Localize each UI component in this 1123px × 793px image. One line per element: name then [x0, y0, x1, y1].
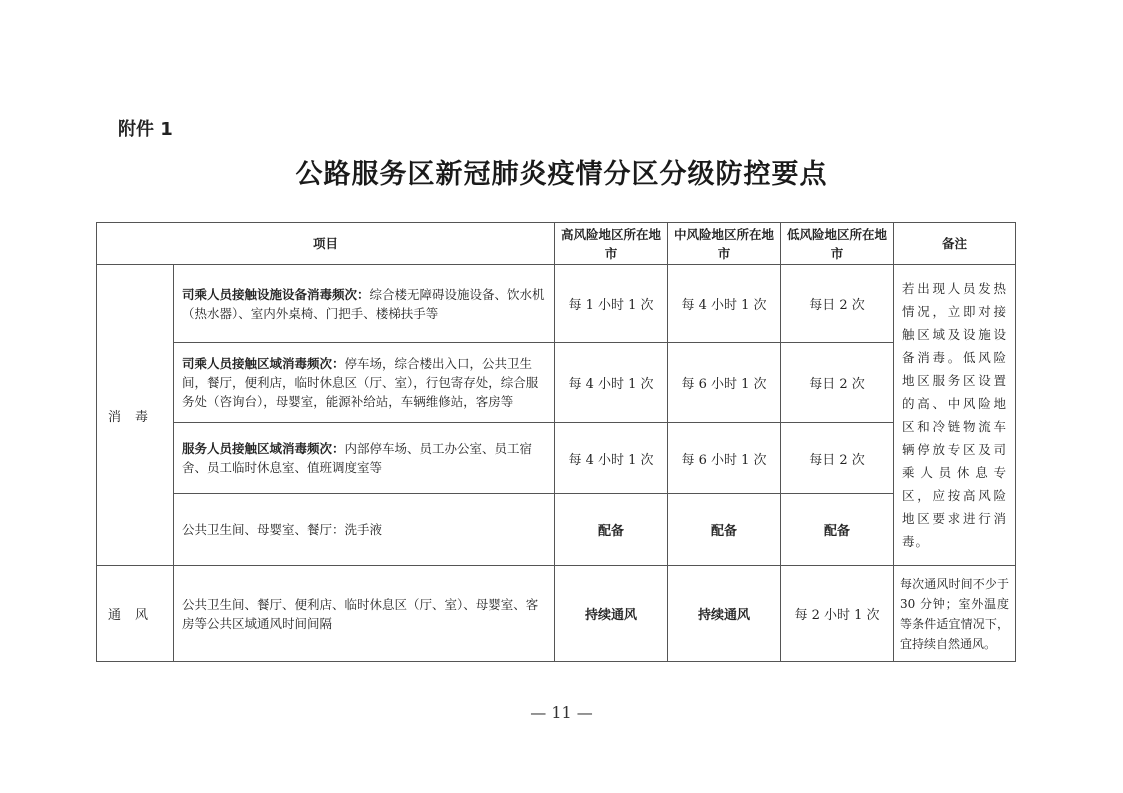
freq-mid: 每 6 小时 1 次	[668, 343, 781, 423]
freq-low: 每日 2 次	[781, 265, 894, 343]
item-lead: 司乘人员接触区域消毒频次：	[182, 356, 345, 371]
table-row	[97, 343, 1016, 423]
freq-low: 每 2 小时 1 次	[781, 566, 894, 662]
category-ventilation: 通风	[97, 566, 174, 662]
prevention-table	[96, 222, 1016, 662]
freq-high: 每 4 小时 1 次	[555, 423, 668, 494]
page-number: — 11 —	[530, 703, 593, 722]
header-item: 项目	[97, 223, 555, 265]
freq-mid: 每 6 小时 1 次	[668, 423, 781, 494]
item-text: 综合楼无障碍设施设备、饮水机（热水器）、室内外桌椅、门把手、楼梯扶手等	[182, 286, 545, 321]
freq-mid: 持续通风	[668, 566, 781, 662]
freq-low: 每日 2 次	[781, 343, 894, 423]
item-cell	[174, 343, 555, 423]
freq-high: 配备	[555, 494, 668, 566]
table-row	[97, 423, 1016, 494]
item-cell	[174, 566, 555, 662]
annex-label: 附件 1	[118, 119, 173, 140]
item-text: 公共卫生间、餐厅、便利店、临时休息区（厅、室）、母婴室、客房等公共区域通风时间间隔	[182, 596, 539, 631]
item-text: 停车场，综合楼出入口，公共卫生间，餐厅，便利店，临时休息区（厅、室），行包寄存处，综合服务处（咨询台），母婴室，能源补给站，车辆维修站，客房等	[182, 356, 539, 409]
freq-low: 配备	[781, 494, 894, 566]
item-cell	[174, 423, 555, 494]
item-cell	[174, 494, 555, 566]
freq-high: 每 1 小时 1 次	[555, 265, 668, 343]
category-disinfection: 消毒	[97, 265, 174, 566]
item-lead: 司乘人员接触设施设备消毒频次：	[182, 286, 370, 302]
freq-high: 持续通风	[555, 566, 668, 662]
freq-low: 每日 2 次	[781, 423, 894, 494]
table-row	[97, 494, 1016, 566]
freq-mid: 每 4 小时 1 次	[668, 265, 781, 343]
note-disinfection: 若出现人员发热情况，立即对接触区域及设施设备消毒。低风险地区服务区设置的高、中风险地区和冷链物流车辆停放专区及司乘人员休息专区，应按高风险地区要求进行消毒。	[894, 265, 1016, 566]
header-mid-risk: 中风险地区所在地市	[668, 223, 781, 265]
header-low-risk: 低风险地区所在地市	[781, 223, 894, 265]
item-text: 内部停车场、员工办公室、员工宿舍、员工临时休息室、值班调度室等	[182, 441, 533, 475]
item-lead: 服务人员接触区域消毒频次：	[182, 441, 345, 456]
table-row	[97, 265, 1016, 343]
header-note: 备注	[894, 223, 1016, 265]
item-cell	[174, 265, 555, 343]
freq-high: 每 4 小时 1 次	[555, 343, 668, 423]
document-title: 公路服务区新冠肺炎疫情分区分级防控要点	[295, 159, 828, 190]
item-text: 公共卫生间、母婴室、餐厅：洗手液	[182, 522, 383, 537]
table-row	[97, 566, 1016, 662]
header-row	[97, 223, 1016, 265]
header-high-risk: 高风险地区所在地市	[555, 223, 668, 265]
freq-mid: 配备	[668, 494, 781, 566]
note-ventilation: 每次通风时间不少于 30 分钟；室外温度等条件适宜情况下，宜持续自然通风。	[894, 566, 1016, 662]
